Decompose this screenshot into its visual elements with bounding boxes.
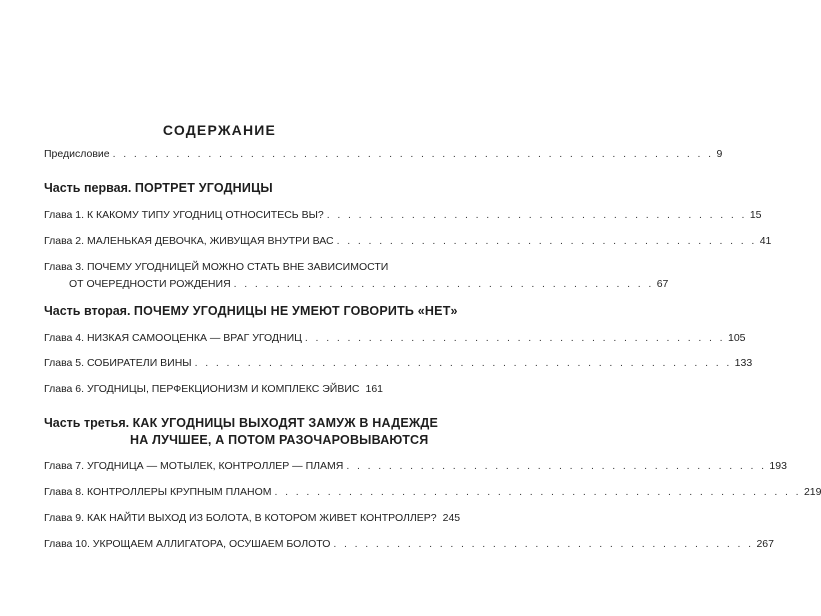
toc-page-number: 41 <box>759 235 772 247</box>
toc-entry-label: Глава 3. ПОЧЕМУ УГОДНИЦЕЙ МОЖНО СТАТЬ ВНЕ ЗАВИСИМОСТИ <box>44 261 389 273</box>
toc-entry-label: Глава 6. УГОДНИЦЫ, ПЕРФЕКЦИОНИЗМ И КОМПЛЕКС ЭЙВИС <box>44 383 360 395</box>
toc-page-number: 15 <box>749 209 762 221</box>
toc-entry-chapter-5[interactable] <box>44 357 753 370</box>
toc-page-number: 245 <box>442 512 461 524</box>
toc-entry-label: Глава 5. СОБИРАТЕЛИ ВИНЫ <box>44 357 192 369</box>
leader-dots: . . . . . . . . . . . . . . . . . . . . . . . . . . . . . . . . . . . . . . . . . . . . . . . . . . . <box>194 357 732 369</box>
toc-entry-chapter-4[interactable] <box>44 332 746 345</box>
part-title: ПОРТРЕТ УГОДНИЦЫ <box>134 181 273 195</box>
toc-part-2-title <box>44 303 458 320</box>
leader-dots: . . . . . . . . . . . . . . . . . . . . . . . . . . . . . . . . . . . . . . . . <box>304 332 725 344</box>
toc-entry-label: Глава 9. КАК НАЙТИ ВЫХОД ИЗ БОЛОТА, В КОТОРОМ ЖИВЕТ КОНТРОЛЛЕР? <box>44 512 437 524</box>
part-label: Часть третья. <box>44 416 130 430</box>
toc-part-1-title <box>44 180 394 197</box>
toc-entry-label: Предисловие <box>44 148 110 160</box>
part-title-continued: НА ЛУЧШЕЕ, А ПОТОМ РАЗОЧАРОВЫВАЮТСЯ <box>130 433 429 447</box>
toc-entry-label: Глава 10. УКРОЩАЕМ АЛЛИГАТОРА, ОСУШАЕМ БОЛОТО <box>44 538 331 550</box>
part-title: КАК УГОДНИЦЫ ВЫХОДЯТ ЗАМУЖ В НАДЕЖДЕ <box>132 416 439 430</box>
toc-entry-label-continued: ОТ ОЧЕРЕДНОСТИ РОЖДЕНИЯ <box>69 278 231 290</box>
toc-heading: СОДЕРЖАНИЕ <box>162 122 277 138</box>
toc-entry-chapter-6[interactable] <box>44 383 384 396</box>
toc-entry-chapter-10[interactable] <box>44 538 774 551</box>
part-label: Часть вторая. <box>44 304 131 318</box>
toc-page-number: 161 <box>365 383 384 395</box>
leader-dots: . . . . . . . . . . . . . . . . . . . . . . . . . . . . . . . . . . . . . . . . . . . . . . . . . . <box>274 486 801 498</box>
leader-dots: . . . . . . . . . . . . . . . . . . . . . . . . . . . . . . . . . . . . . . . . <box>233 278 654 290</box>
toc-entry-preface[interactable] <box>44 148 723 161</box>
toc-entry-label: Глава 8. КОНТРОЛЛЕРЫ КРУПНЫМ ПЛАНОМ <box>44 486 272 498</box>
toc-entry-chapter-7[interactable] <box>44 460 787 473</box>
leader-dots: . . . . . . . . . . . . . . . . . . . . . . . . . . . . . . . . . . . . . . . . <box>336 235 757 247</box>
toc-entry-chapter-1[interactable] <box>44 209 762 222</box>
toc-entry-chapter-2[interactable] <box>44 235 772 248</box>
part-label: Часть первая. <box>44 181 132 195</box>
toc-page-number: 267 <box>756 538 774 550</box>
leader-dots: . . . . . . . . . . . . . . . . . . . . . . . . . . . . . . . . . . . . . . . . <box>333 538 754 550</box>
toc-entry-chapter-8[interactable] <box>44 486 821 499</box>
leader-dots: . . . . . . . . . . . . . . . . . . . . . . . . . . . . . . . . . . . . . . . . <box>346 460 767 472</box>
toc-page-number: 9 <box>716 148 723 160</box>
toc-entry-label: Глава 2. МАЛЕНЬКАЯ ДЕВОЧКА, ЖИВУЩАЯ ВНУТРИ ВАС <box>44 235 334 247</box>
toc-page-number: 67 <box>656 278 669 290</box>
part-title: ПОЧЕМУ УГОДНИЦЫ НЕ УМЕЮТ ГОВОРИТЬ «НЕТ» <box>133 304 458 318</box>
leader-dots: . . . . . . . . . . . . . . . . . . . . . . . . . . . . . . . . . . . . . . . . <box>326 209 747 221</box>
toc-entry-label: Глава 7. УГОДНИЦА — МОТЫЛЕК, КОНТРОЛЛЕР — ПЛАМЯ <box>44 460 344 472</box>
toc-entry-label: Глава 4. НИЗКАЯ САМООЦЕНКА — ВРАГ УГОДНИЦ <box>44 332 302 344</box>
toc-page-number: 193 <box>769 460 787 472</box>
toc-part-3-title <box>44 415 439 449</box>
toc-page-number: 219 <box>803 486 821 498</box>
toc-entry-chapter-9[interactable] <box>44 512 461 525</box>
toc-page-number: 105 <box>727 332 746 344</box>
toc-entry-label: Глава 1. К КАКОМУ ТИПУ УГОДНИЦ ОТНОСИТЕСЬ ВЫ? <box>44 209 324 221</box>
leader-dots: . . . . . . . . . . . . . . . . . . . . . . . . . . . . . . . . . . . . . . . . . . . . . . . . . . . . . . . . . <box>112 148 714 160</box>
toc-entry-chapter-3[interactable] <box>44 261 669 291</box>
toc-page-number: 133 <box>734 357 753 369</box>
